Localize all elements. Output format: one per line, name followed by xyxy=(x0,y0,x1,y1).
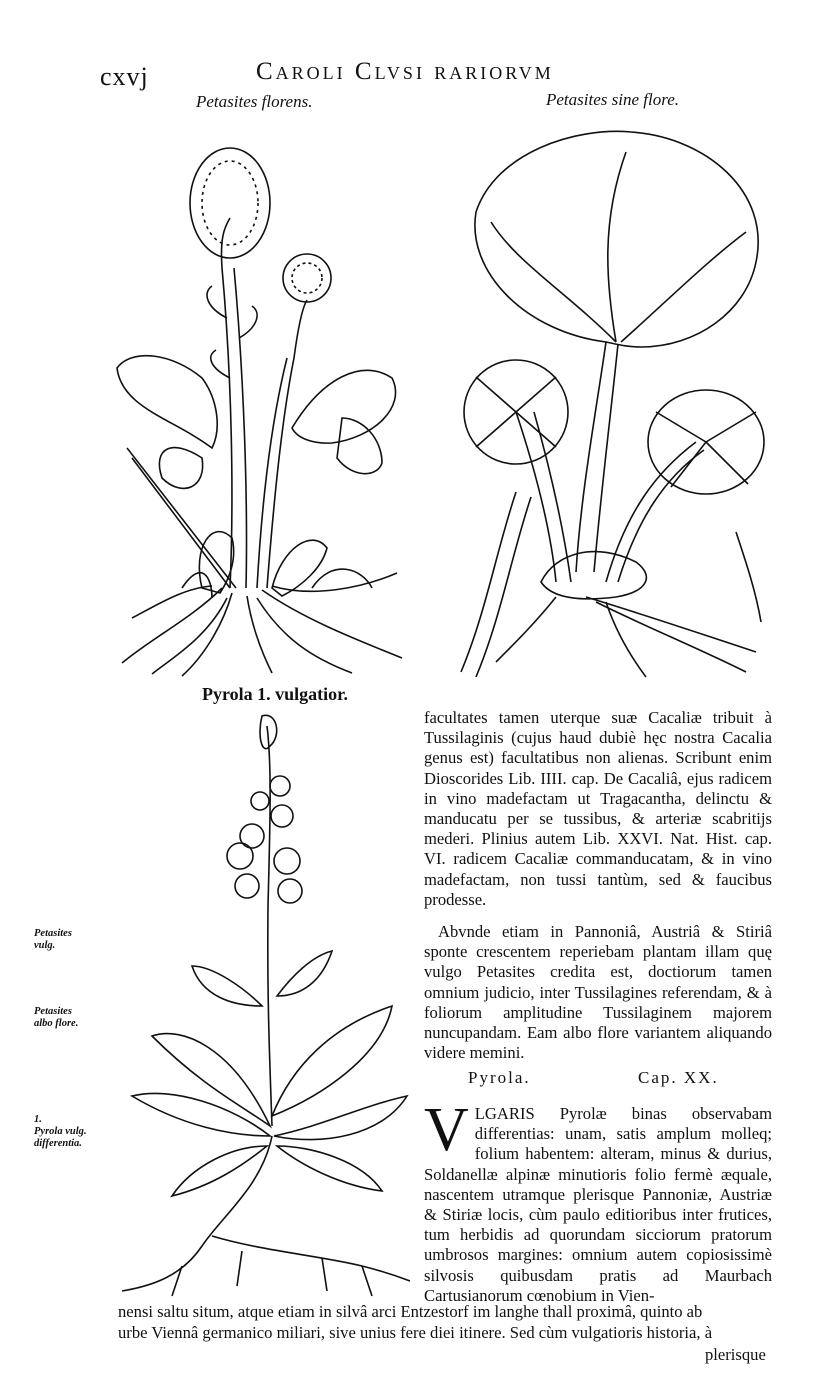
chapter-number: Cap. XX. xyxy=(638,1068,719,1087)
pyrola-paragraph-block xyxy=(424,1096,772,1306)
illustration-petasites-florens xyxy=(112,118,412,680)
margin-note-petasites-albo: Petasites albo flore. xyxy=(34,1006,79,1029)
text-line-full-width-2: urbe Viennâ germanico miliari, sive unius fere diei itinere. Sed cùm vulgatioris historia, à xyxy=(118,1323,713,1342)
running-title: Caroli Clvsi rariorvm xyxy=(256,58,554,85)
caption-petasites-sine-flore: Petasites sine flore. xyxy=(546,90,679,109)
margin-note-petasites-vulg: Petasites vulg. xyxy=(34,928,72,951)
folio-number: cxvj xyxy=(100,62,149,91)
illustration-petasites-sine-flore xyxy=(456,112,776,682)
paragraph-pyrola xyxy=(424,1096,772,1306)
chapter-title: Pyrola. xyxy=(468,1068,531,1087)
caption-pyrola: Pyrola 1. vulgatior. xyxy=(202,684,349,704)
body-column xyxy=(424,708,772,1063)
text-line-full-width-1: nensi saltu situm, atque etiam in silvâ arci Entzestorf im langhe thall proximâ, quinto ab xyxy=(118,1302,703,1321)
paragraph-petasites: Abvnde etiam in Pannoniâ, Austriâ & Stiriâ sponte crescentem reperiebam plantam illam quę vulgo Petasites credita est, doctiorum tamen omnium judicio, inter Tussilagines referendam, & à foliorum amplitudine Tussilaginem majorem nuncupandam. Eam albo flore variantem aliquando videre memini. xyxy=(424,922,772,1063)
catchword: plerisque xyxy=(705,1345,766,1364)
paragraph-pyrola-text: LGARIS Pyrolæ binas observabam differentias: unam, satis amplum molleq; folium habentem: alteram, minus & durius, Soldanellæ alpinæ minutioris folio fermè æquale, nascentem utramque plerisque Pannoniæ, Austriæ & Stiriæ locis, cùm paulo editioribus inter frutices, tum herbidis ad quorundam sicciorum pratorum umbrosos margines: omnium autem copiosissimè silvosis quibusdam pratis ad Maurbach Cartusianorum cœnobium in Vien- xyxy=(424,1104,772,1305)
chapter-heading xyxy=(468,1068,768,1088)
margin-note-pyrola-vulg: 1. Pyrola vulg. differentia. xyxy=(34,1114,87,1149)
drop-cap: V xyxy=(424,1096,469,1164)
illustration-pyrola xyxy=(122,706,410,1306)
paragraph-cacalia: facultates tamen uterque suæ Cacaliæ tribuit à Tussilaginis (cujus haud dubiè hęc nostra Cacalia genus est) facultatibus non alienas. Scribunt enim Dioscorides Lib. IIII. cap. De Cacaliâ, ejus radicem in vino madefactam ut Tragacantha, delinctu & manducatu per se tussibus, & arteriæ scabritijs mederi. Plinius autem Lib. XXVI. Nat. Hist. cap. VI. radicem Cacaliæ commanducatam, & in vino madefactam, non tussi tantùm, sed & faucibus prodesse. xyxy=(424,708,772,909)
caption-petasites-florens: Petasites florens. xyxy=(196,92,313,111)
